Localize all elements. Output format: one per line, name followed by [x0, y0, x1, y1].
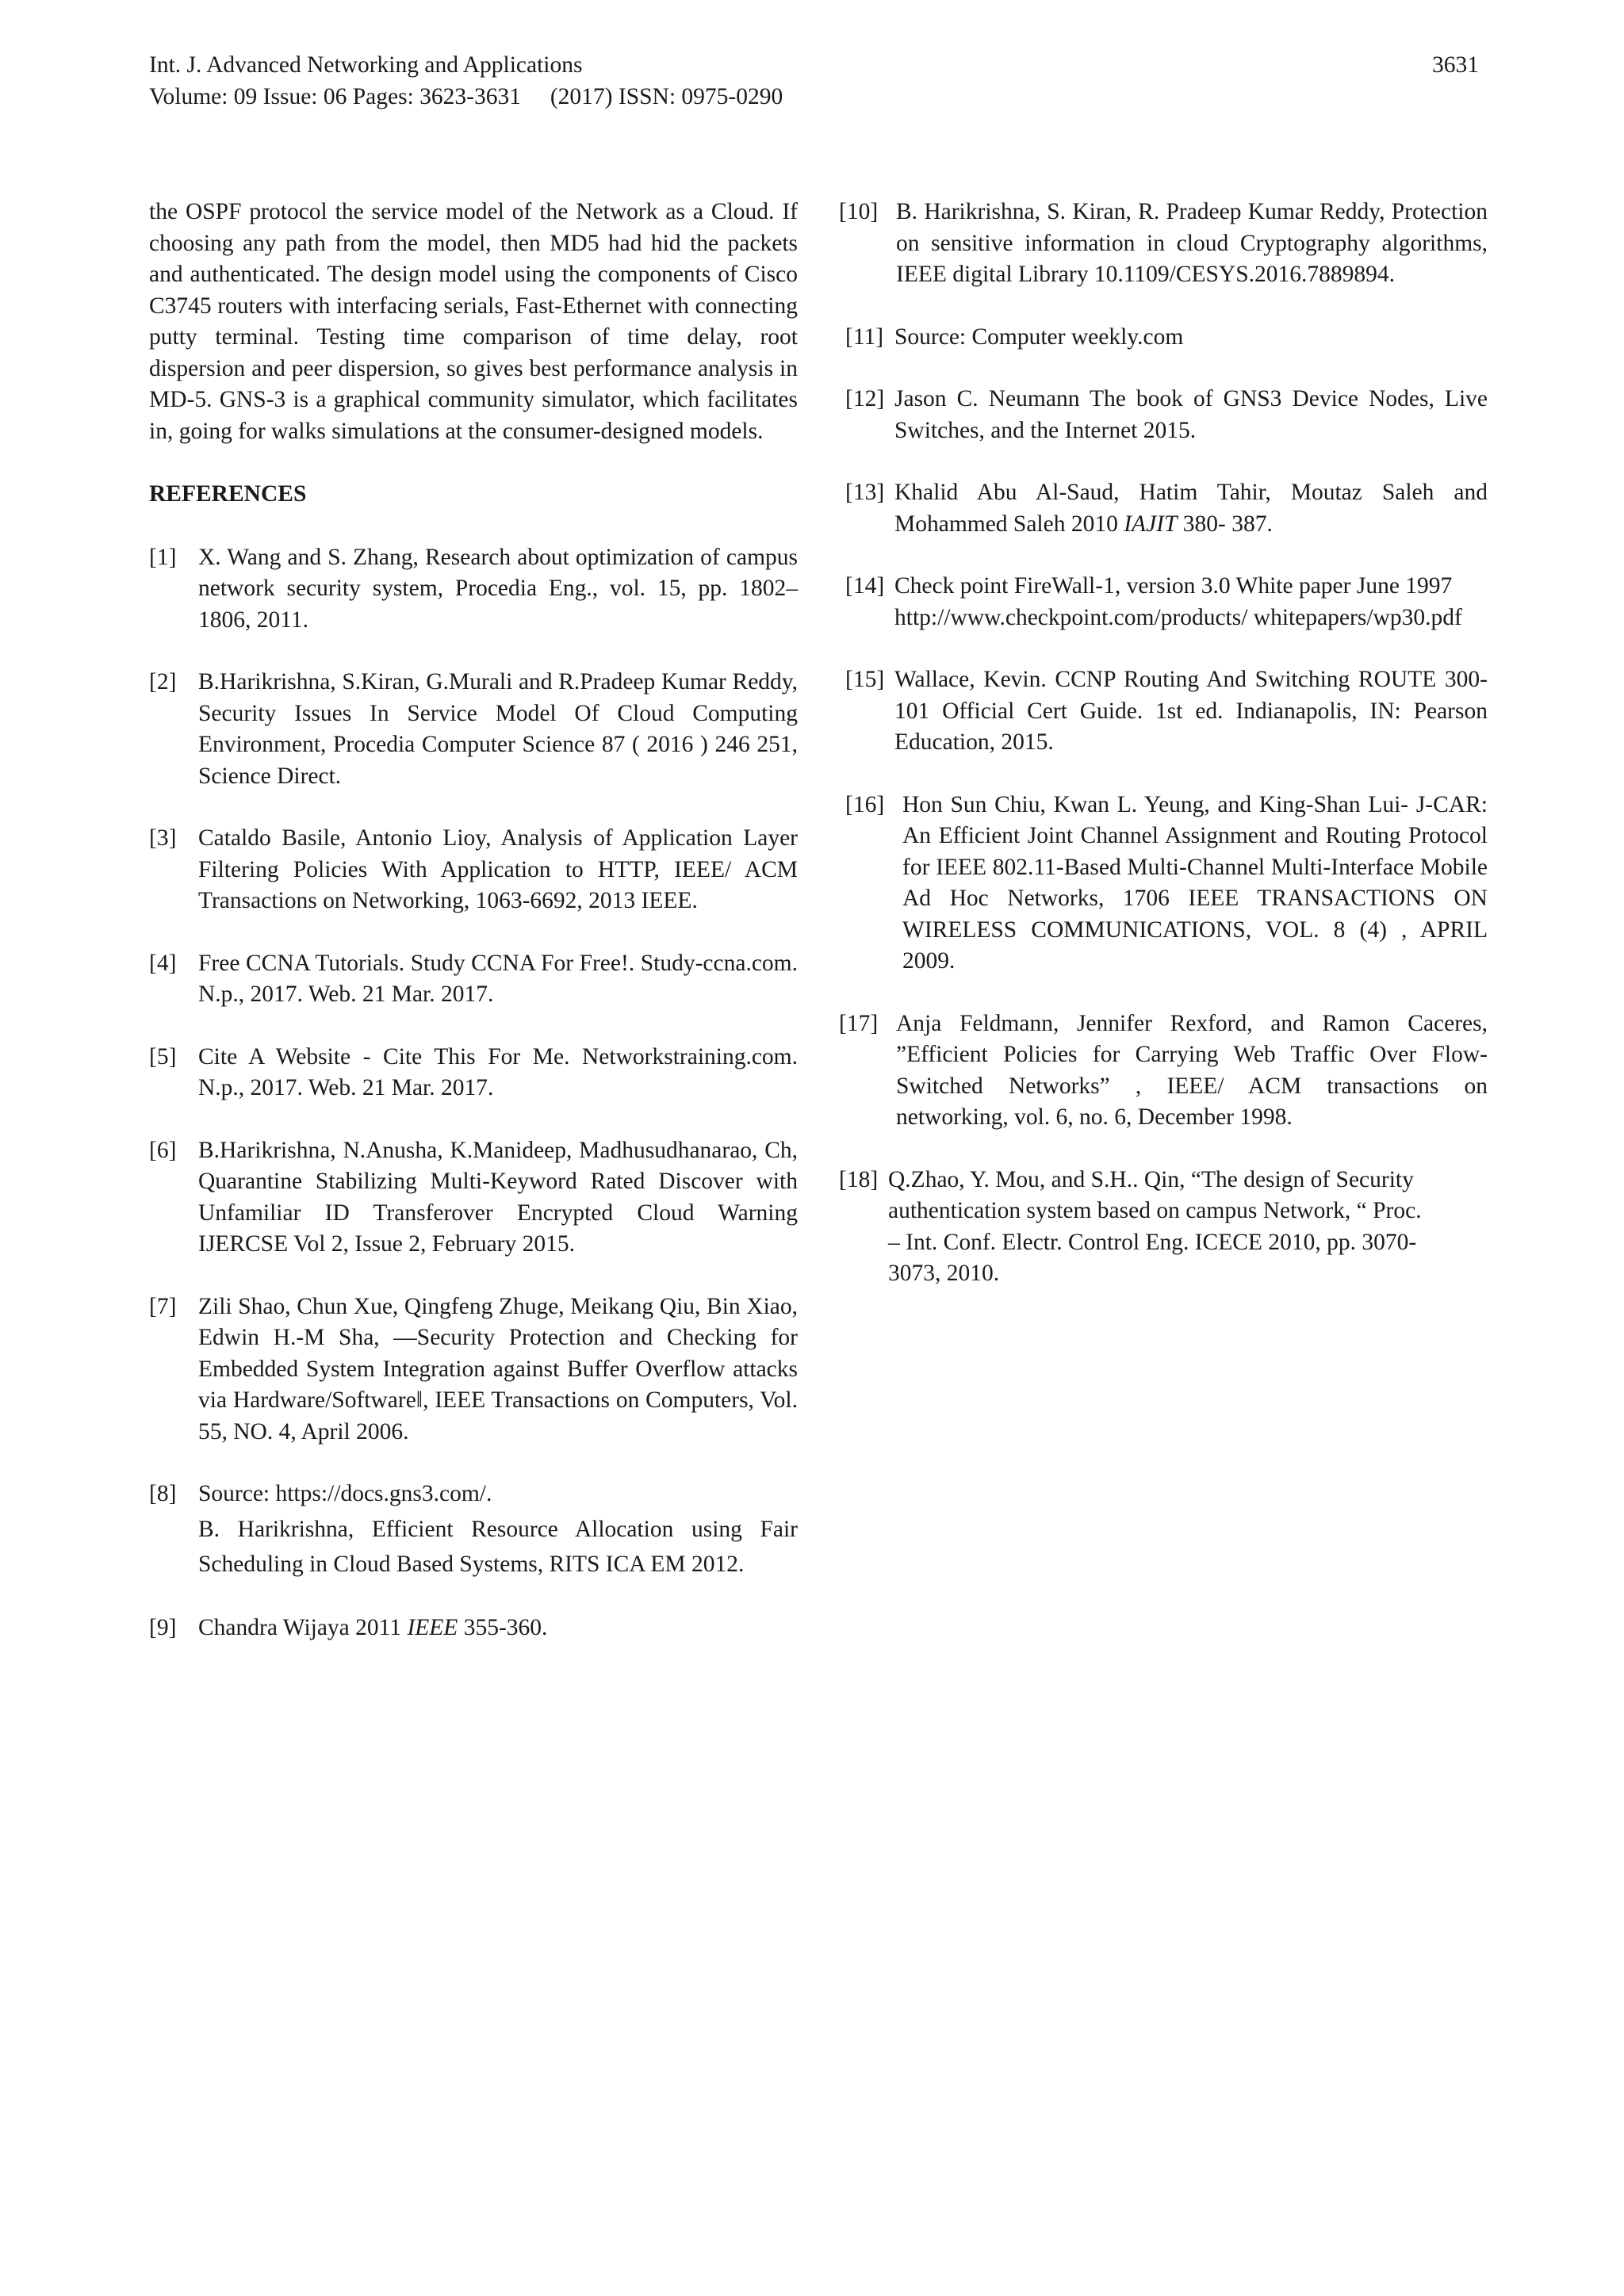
reference-number: [5]: [149, 1043, 177, 1070]
reference-number: [8]: [149, 1481, 177, 1506]
reference-item: [149, 1042, 798, 1104]
reference-continuation: B. Harikrishna, Efficient Resource Allocation using Fair Scheduling in Cloud Based Systems, RITS ICA EM 2012.: [198, 1516, 798, 1577]
reference-number: [10]: [839, 199, 879, 224]
reference-text-part: 380- 387.: [1177, 511, 1273, 537]
page-number: 3631: [1432, 52, 1479, 78]
reference-text: Wallace, Kevin. CCNP Routing And Switching ROUTE 300-101 Official Cert Guide. 1st ed. Indianapolis, IN: Pearson Education, 2015.: [894, 667, 1488, 755]
reference-number: [6]: [149, 1137, 177, 1163]
reference-number: [15]: [845, 667, 885, 692]
reference-number: [13]: [845, 480, 885, 505]
reference-source-line: Source: https://docs.gns3.com/.: [198, 1481, 492, 1506]
right-column: [839, 197, 1488, 1321]
reference-text: Anja Feldmann, Jennifer Rexford, and Ramon Caceres, ”Efficient Policies for Carrying Web Traffic Over Flow- Switched Networks” , IEEE/ ACM transactions on networking, vol. 6, no. 6, December 1998.: [896, 1010, 1488, 1130]
reference-text: [894, 477, 1488, 540]
reference-item: [149, 542, 798, 637]
reference-number: [17]: [839, 1010, 879, 1036]
reference-number: [18]: [839, 1166, 879, 1192]
reference-item: [149, 1479, 798, 1582]
reference-item: [149, 1292, 798, 1448]
reference-item: [149, 823, 798, 917]
reference-item: [839, 384, 1488, 446]
reference-venue: IEEE: [407, 1614, 458, 1640]
reference-text: B.Harikrishna, S.Kiran, G.Murali and R.Pradeep Kumar Reddy, Security Issues In Service Model Of Cloud Computing Environment, Procedia Computer Science 87 ( 2016 ) 246 251, Science Direct.: [198, 669, 798, 789]
reference-text: Jason C. Neumann The book of GNS3 Device Nodes, Live Switches, and the Internet 2015.: [894, 386, 1488, 443]
reference-number: [16]: [845, 791, 885, 817]
reference-item: [839, 664, 1488, 759]
reference-item: [839, 322, 1488, 354]
reference-item: [839, 571, 1488, 633]
reference-text: B. Harikrishna, S. Kiran, R. Pradeep Kumar Reddy, Protection on sensitive information in cloud Cryptography algorithms, IEEE digital Library 10.1109/CESYS.2016.7889894.: [896, 199, 1488, 287]
reference-text: Hon Sun Chiu, Kwan L. Yeung, and King-Shan Lui- J-CAR: An Efficient Joint Channel Assignment and Routing Protocol for IEEE 802.11-Based Multi-Channel Multi-Interface Mobile Ad Hoc Networks, 1706 IEEE TRANSACTIONS ON WIRELESS COMMUNICATIONS, VOL. 8 (4) , APRIL 2009.: [902, 791, 1488, 974]
reference-number: [4]: [149, 950, 177, 976]
reference-number: [2]: [149, 669, 177, 695]
reference-number: [11]: [845, 323, 884, 350]
reference-text: [198, 1479, 798, 1582]
reference-venue: IAJIT: [1124, 511, 1178, 537]
reference-item: [839, 197, 1488, 291]
reference-number: [7]: [149, 1293, 177, 1319]
body-paragraph: the OSPF protocol the service model of the Network as a Cloud. If choosing any path from the model, then MD5 had hid the packets and authenticated. The design model using the components of Cisco C3745 routers with interfacing serials, Fast-Ethernet with connecting putty terminal. Testing time comparison of time delay, root dispersion and peer dispersion, so gives best performance analysis in MD-5. GNS-3 is a graphical community simulator, which facilitates in, going for walks simulations at the consumer-designed models.: [149, 199, 798, 444]
reference-item: [149, 1135, 798, 1261]
reference-number: [12]: [845, 386, 885, 411]
reference-item: [149, 1613, 798, 1644]
reference-text-part: 355-360.: [458, 1614, 548, 1640]
reference-number: [14]: [845, 573, 885, 599]
reference-item: [839, 790, 1488, 978]
reference-number: [1]: [149, 544, 177, 570]
reference-item: [149, 948, 798, 1011]
reference-text: Source: Computer weekly.com: [894, 323, 1184, 350]
reference-text: Free CCNA Tutorials. Study CCNA For Free!. Study-ccna.com. N.p., 2017. Web. 21 Mar. 2017.: [198, 950, 798, 1007]
reference-item: [839, 1008, 1488, 1134]
reference-item: [839, 477, 1488, 540]
references-heading: REFERENCES: [149, 481, 307, 507]
reference-text: Cite A Website - Cite This For Me. Networkstraining.com. N.p., 2017. Web. 21 Mar. 2017.: [198, 1043, 798, 1100]
left-column: [149, 197, 798, 1674]
reference-number: [9]: [149, 1614, 177, 1640]
volume-info: Volume: 09 Issue: 06 Pages: 3623-3631 (2017) ISSN: 0975-0290: [149, 84, 783, 109]
reference-text-part: Chandra Wijaya 2011: [198, 1614, 408, 1640]
reference-text: X. Wang and S. Zhang, Research about optimization of campus network security system, Procedia Eng., vol. 15, pp. 1802–1806, 2011.: [198, 544, 798, 633]
reference-text: Cataldo Basile, Antonio Lioy, Analysis of Application Layer Filtering Policies With Application to HTTP, IEEE/ ACM Transactions on Networking, 1063-6692, 2013 IEEE.: [198, 825, 798, 913]
journal-title: Int. J. Advanced Networking and Applications: [149, 52, 583, 78]
reference-text: Zili Shao, Chun Xue, Qingfeng Zhuge, Meikang Qiu, Bin Xiao, Edwin H.-M Sha, ―Security Protection and Checking for Embedded System Integration against Buffer Overflow attacks via Hardware/Software‖, IEEE Transactions on Computers, Vol. 55, NO. 4, April 2006.: [198, 1293, 798, 1445]
reference-item: [839, 1165, 1488, 1290]
reference-text: Q.Zhao, Y. Mou, and S.H.. Qin, “The design of Security authentication system based on campus Network, “ Proc. – Int. Conf. Electr. Control Eng. ICECE 2010, pp. 3070-3073, 2010.: [888, 1166, 1422, 1286]
reference-text-part: Khalid Abu Al-Saud, Hatim Tahir, Moutaz Saleh and Mohammed Saleh 2010: [894, 480, 1488, 537]
reference-text: Check point FireWall-1, version 3.0 White paper June 1997 http://www.checkpoint.com/products/ whitepapers/wp30.pdf: [894, 573, 1462, 630]
reference-number: [3]: [149, 825, 177, 851]
reference-item: [149, 667, 798, 792]
reference-text: [198, 1613, 798, 1644]
reference-text: B.Harikrishna, N.Anusha, K.Manideep, Madhusudhanarao, Ch, Quarantine Stabilizing Multi-Keyword Rated Discover with Unfamiliar ID Transferover Encrypted Cloud Warning IJERCSE Vol 2, Issue 2, February 2015.: [198, 1137, 798, 1257]
